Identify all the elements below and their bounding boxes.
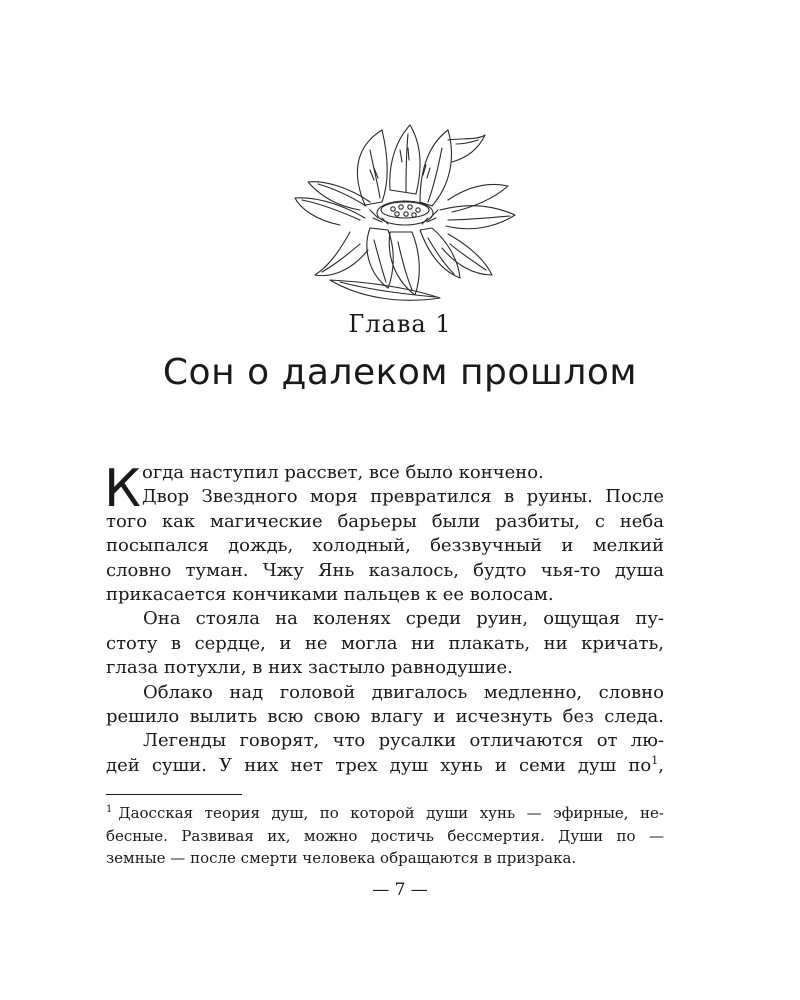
lotus-flower-illustration bbox=[270, 110, 530, 310]
trailing-punctuation: , bbox=[658, 754, 664, 776]
text-line: огда наступил рассвет, все было кончено. bbox=[142, 462, 544, 483]
body-text bbox=[106, 461, 664, 778]
text-line bbox=[106, 754, 664, 778]
text-line: Двор Звездного моря превратился в руины. После bbox=[142, 486, 664, 508]
text-line: Облако над головой двигалось медленно, словно bbox=[143, 681, 664, 703]
chapter-label: Глава 1 bbox=[348, 310, 452, 338]
footnote bbox=[106, 802, 664, 870]
paragraph bbox=[106, 729, 664, 778]
text-line: решило вылить всю свою влагу и исчезнуть без следа. bbox=[106, 706, 664, 728]
text-line: словно туман. Чжу Янь казалось, будто чья-то душа bbox=[106, 559, 664, 581]
text-line-content: дей суши. У них нет трех душ хунь и семи душ по bbox=[106, 754, 652, 776]
paragraph bbox=[106, 461, 664, 607]
text-line: того как магические барьеры были разбиты, с неба bbox=[106, 510, 664, 532]
text-line: стоту в сердце, и не могла ни плакать, ни кричать, bbox=[106, 632, 664, 654]
text-line: Легенды говорят, что русалки отличаются от лю- bbox=[143, 730, 664, 752]
footnote-line: земные — после смерти человека обращаются в призрака. bbox=[106, 849, 577, 867]
paragraph bbox=[106, 681, 664, 730]
footnote-divider bbox=[106, 794, 242, 795]
text-line: глаза потухли, в них застыло равнодушие. bbox=[106, 657, 513, 679]
paragraph bbox=[106, 607, 664, 680]
footnote-line: бесные. Развивая их, можно достичь бессмертия. Души по — bbox=[106, 826, 664, 845]
footnote-text: Даосская теория душ, по которой души хунь — эфирные, не- bbox=[118, 804, 664, 822]
text-line: посыпался дождь, холодный, беззвучный и мелкий bbox=[106, 535, 664, 557]
footnote-line bbox=[106, 802, 664, 825]
chapter-title: Сон о далеком прошлом bbox=[162, 352, 638, 393]
footnote-reference[interactable]: 1 bbox=[651, 753, 659, 767]
text-line: Она стояла на коленях среди руин, ощущая пу- bbox=[143, 608, 664, 630]
drop-cap: К bbox=[104, 459, 141, 519]
text-line: прикасается кончиками пальцев к ее волосам. bbox=[106, 584, 554, 606]
footnote-mark: 1 bbox=[106, 804, 113, 815]
page-number: — 7 — bbox=[372, 880, 428, 900]
